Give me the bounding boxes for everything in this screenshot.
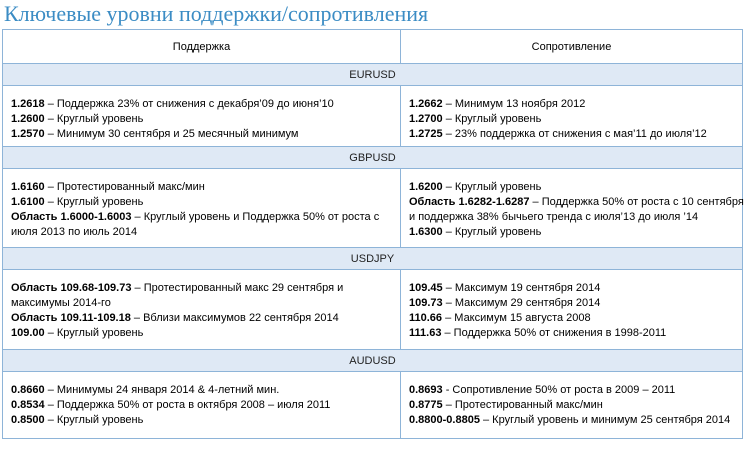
- resistance-cell: [401, 372, 743, 439]
- level-value: 1.6160: [11, 181, 45, 193]
- level-line: [11, 225, 392, 240]
- level-line: [409, 127, 734, 142]
- level-value: 111.63: [409, 327, 442, 339]
- table-row: [3, 372, 743, 439]
- level-value: 109.45: [409, 282, 443, 294]
- level-description: и поддержка 38% бычьего тренда с июля’13 до июля ’14: [409, 211, 699, 223]
- level-line: [11, 413, 392, 428]
- level-description: – Круглый уровень и минимум 25 сентября 2014: [479, 414, 731, 426]
- level-line: [11, 296, 392, 311]
- level-line: [409, 180, 734, 195]
- level-value: 1.6300: [409, 226, 443, 238]
- support-cell: [3, 270, 401, 350]
- support-cell: [3, 86, 401, 147]
- level-description: – Поддержка 50% от снижения в 1998-2011: [441, 327, 667, 339]
- level-value: 110.66: [409, 312, 443, 324]
- level-value: 0.8534: [11, 399, 45, 411]
- level-line: [409, 398, 734, 413]
- level-description: – Протестированный макс 29 сентября и: [131, 282, 344, 294]
- level-line: [11, 311, 392, 326]
- level-line: [11, 180, 392, 195]
- level-description: – Круглый уровень: [442, 113, 542, 125]
- level-line: [11, 210, 392, 225]
- level-line: [409, 210, 734, 225]
- pair-label: AUDUSD: [3, 350, 743, 372]
- level-line: [11, 112, 392, 127]
- table-row: [3, 169, 743, 248]
- resistance-cell: [401, 270, 743, 350]
- table-row: [3, 86, 743, 147]
- level-line: [409, 311, 734, 326]
- level-description: – Протестированный макс/мин: [442, 399, 603, 411]
- level-value: Область 1.6000-1.6003: [11, 211, 132, 223]
- level-description: – Протестированный макс/мин: [44, 181, 205, 193]
- resistance-cell: [401, 86, 743, 147]
- level-value: 0.8775: [409, 399, 443, 411]
- table-row: [3, 270, 743, 350]
- level-line: [409, 112, 734, 127]
- level-description: – Круглый уровень: [44, 327, 144, 339]
- support-cell: [3, 169, 401, 248]
- level-value: 1.2725: [409, 128, 443, 140]
- table-header-row: [3, 30, 743, 64]
- level-value: Область 1.6282-1.6287: [409, 196, 530, 208]
- level-description: – Максимум 15 августа 2008: [442, 312, 591, 324]
- level-line: [11, 127, 392, 142]
- level-value: 1.6100: [11, 196, 45, 208]
- level-line: [11, 97, 392, 112]
- section-row: [3, 64, 743, 86]
- pair-label: USDJPY: [3, 248, 743, 270]
- section-row: [3, 248, 743, 270]
- level-description: июля 2013 по июль 2014: [11, 226, 138, 238]
- level-description: – Круглый уровень: [44, 113, 144, 125]
- level-value: 109.00: [11, 327, 45, 339]
- level-description: – Круглый уровень: [44, 196, 144, 208]
- level-description: – Круглый уровень: [442, 181, 542, 193]
- level-description: – Круглый уровень: [442, 226, 542, 238]
- level-description: – Минимумы 24 января 2014 & 4-летний мин.: [44, 384, 280, 396]
- level-value: 1.2618: [11, 98, 45, 110]
- level-description: максимумы 2014-го: [11, 297, 111, 309]
- level-value: 0.8800-0.8805: [409, 414, 480, 426]
- level-line: [11, 398, 392, 413]
- level-value: 109.73: [409, 297, 443, 309]
- level-value: 1.2700: [409, 113, 443, 125]
- level-line: [11, 195, 392, 210]
- level-description: – Круглый уровень: [44, 414, 144, 426]
- level-value: Область 109.11-109.18: [11, 312, 131, 324]
- levels-table: [2, 29, 743, 439]
- section-row: [3, 350, 743, 372]
- level-line: [409, 413, 734, 428]
- page-title: Ключевые уровни поддержки/сопротивления: [4, 1, 429, 26]
- level-value: 0.8500: [11, 414, 45, 426]
- level-description: – 23% поддержка от снижения с мая’11 до июля’12: [442, 128, 707, 140]
- level-line: [409, 97, 734, 112]
- level-line: [409, 281, 734, 296]
- level-description: – Круглый уровень и Поддержка 50% от роста с: [131, 211, 380, 223]
- level-line: [11, 326, 392, 341]
- support-cell: [3, 372, 401, 439]
- level-value: 1.6200: [409, 181, 443, 193]
- level-description: – Максимум 19 сентября 2014: [442, 282, 601, 294]
- pair-label: GBPUSD: [3, 147, 743, 169]
- level-description: – Поддержка 50% от роста в октября 2008 – июля 2011: [44, 399, 331, 411]
- level-line: [11, 281, 392, 296]
- level-value: Область 109.68-109.73: [11, 282, 132, 294]
- level-value: 1.2570: [11, 128, 45, 140]
- level-description: – Минимум 30 сентября и 25 месячный минимум: [44, 128, 299, 140]
- resistance-column-header: Сопротивление: [401, 30, 743, 64]
- level-description: - Сопротивление 50% от роста в 2009 – 2011: [442, 384, 676, 396]
- level-line: [409, 296, 734, 311]
- section-row: [3, 147, 743, 169]
- level-line: [409, 383, 734, 398]
- resistance-cell: [401, 169, 743, 248]
- level-value: 0.8693: [409, 384, 443, 396]
- level-value: 0.8660: [11, 384, 45, 396]
- level-line: [409, 195, 744, 210]
- level-value: 1.2662: [409, 98, 443, 110]
- level-value: 1.2600: [11, 113, 45, 125]
- level-description: – Поддержка 23% от снижения с декабря’09 до июня’10: [44, 98, 334, 110]
- level-description: – Поддержка 50% от роста с 10 сентября: [529, 196, 744, 208]
- level-line: [409, 225, 734, 240]
- pair-label: EURUSD: [3, 64, 743, 86]
- level-description: – Максимум 29 сентября 2014: [442, 297, 601, 309]
- level-description: – Вблизи максимумов 22 сентября 2014: [130, 312, 339, 324]
- level-description: – Минимум 13 ноября 2012: [442, 98, 586, 110]
- support-column-header: Поддержка: [3, 30, 401, 64]
- level-line: [11, 383, 392, 398]
- level-line: [409, 326, 734, 341]
